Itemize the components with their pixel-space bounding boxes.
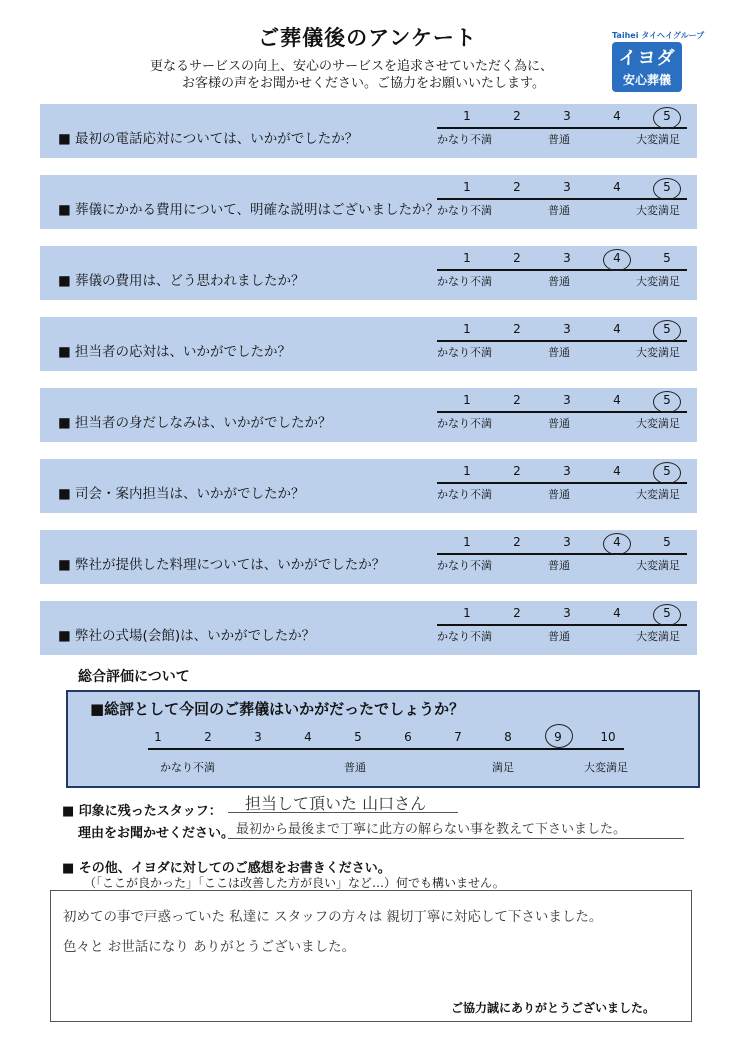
question-text: ■ 弊社の式場(会館)は、いかがでしたか？ (58, 628, 316, 644)
rating-option[interactable]: 4 (613, 606, 621, 620)
brand-group-label: Taihei タイヘイグループ (612, 31, 705, 40)
rating-option[interactable]: 5 (663, 109, 671, 123)
rating-option[interactable]: 1 (463, 535, 471, 549)
intro-line: お客様の声をお聞かせください。ご協力をお願いいたします。 (182, 76, 545, 91)
question-row (40, 246, 697, 300)
reason-underline (228, 838, 684, 839)
question-row (40, 175, 697, 229)
rating-option[interactable]: 3 (563, 535, 571, 549)
scale-line (437, 482, 687, 484)
overall-rating-option[interactable]: 10 (600, 730, 616, 744)
scale-label-mid: 普通 (548, 133, 570, 146)
comments-box (50, 890, 692, 1022)
comment-line: 初めての事で戸惑っていた 私達に スタッフの方々は 親切丁寧に対応して下さいました。 (63, 909, 603, 925)
overall-rating-option[interactable]: 6 (404, 730, 412, 744)
rating-option[interactable]: 5 (663, 180, 671, 194)
overall-scale-line (148, 748, 624, 750)
overall-answer-circle (545, 724, 573, 748)
intro-text (150, 58, 553, 92)
overall-rating-option[interactable]: 7 (454, 730, 462, 744)
rating-option[interactable]: 2 (513, 464, 521, 478)
scale-label-high: 大変満足 (636, 417, 680, 430)
answer-circle (653, 391, 681, 413)
question-row (40, 601, 697, 655)
overall-label-good: 満足 (492, 761, 514, 774)
staff-underline (228, 812, 458, 813)
company-logo (612, 42, 682, 92)
scale-label-mid: 普通 (548, 417, 570, 430)
overall-label-mid: 普通 (344, 761, 366, 774)
scale-label-mid: 普通 (548, 204, 570, 217)
rating-option[interactable]: 2 (513, 606, 521, 620)
comments-label: ■ その他、イヨダに対してのご感想をお書きください。 (62, 861, 391, 876)
scale-label-mid: 普通 (548, 275, 570, 288)
rating-option[interactable]: 1 (463, 464, 471, 478)
answer-circle (653, 178, 681, 200)
scale-label-mid: 普通 (548, 488, 570, 501)
answer-circle (603, 533, 631, 555)
footer-thanks: ご協力誠にありがとうございました。 (451, 1001, 656, 1015)
scale-label-high: 大変満足 (636, 346, 680, 359)
answer-circle (653, 320, 681, 342)
staff-label: ■ 印象に残ったスタッフ： (62, 804, 222, 819)
answer-circle (653, 462, 681, 484)
rating-option[interactable]: 3 (563, 251, 571, 265)
question-text: ■ 葬儀にかかる費用について、明確な説明はございましたか？ (58, 202, 440, 218)
scale-line (437, 553, 687, 555)
overall-rating-box (66, 690, 700, 788)
answer-circle (653, 107, 681, 129)
overall-label-high: 大変満足 (584, 761, 628, 774)
rating-option[interactable]: 4 (613, 180, 621, 194)
scale-line (437, 411, 687, 413)
rating-option[interactable]: 4 (613, 464, 621, 478)
question-text: ■ 最初の電話応対については、いかがでしたか？ (58, 131, 359, 147)
question-text: ■ 担当者の応対は、いかがでしたか？ (58, 344, 292, 360)
question-row (40, 104, 697, 158)
rating-option[interactable]: 2 (513, 109, 521, 123)
overall-rating-option[interactable]: 3 (254, 730, 262, 744)
page-title: ご葬儀後のアンケート (258, 26, 477, 50)
question-text: ■ 弊社が提供した料理については、いかがでしたか？ (58, 557, 386, 573)
rating-option[interactable]: 4 (613, 393, 621, 407)
answer-circle (603, 249, 631, 271)
overall-rating-option[interactable]: 8 (504, 730, 512, 744)
question-row (40, 317, 697, 371)
scale-label-mid: 普通 (548, 346, 570, 359)
rating-option[interactable]: 2 (513, 393, 521, 407)
rating-option[interactable]: 5 (663, 464, 671, 478)
rating-option[interactable]: 3 (563, 109, 571, 123)
scale-label-low: かなり不満 (437, 346, 492, 359)
rating-option[interactable]: 4 (613, 535, 621, 549)
rating-option[interactable]: 1 (463, 322, 471, 336)
question-text: ■ 司会・案内担当は、いかがでしたか？ (58, 486, 305, 502)
overall-rating-option[interactable]: 5 (354, 730, 362, 744)
rating-option[interactable]: 1 (463, 109, 471, 123)
answer-circle (653, 604, 681, 626)
scale-line (437, 269, 687, 271)
rating-option[interactable]: 4 (613, 109, 621, 123)
rating-option[interactable]: 2 (513, 251, 521, 265)
overall-rating-option[interactable]: 2 (204, 730, 212, 744)
scale-line (437, 340, 687, 342)
rating-option[interactable]: 2 (513, 180, 521, 194)
scale-label-low: かなり不満 (437, 559, 492, 572)
question-text: ■ 葬儀の費用は、どう思われましたか？ (58, 273, 305, 289)
scale-label-low: かなり不満 (437, 275, 492, 288)
overall-rating-option[interactable]: 9 (554, 730, 562, 744)
scale-line (437, 198, 687, 200)
scale-label-low: かなり不満 (437, 133, 492, 146)
rating-option[interactable]: 5 (663, 535, 671, 549)
scale-label-high: 大変満足 (636, 133, 680, 146)
scale-label-high: 大変満足 (636, 275, 680, 288)
scale-label-low: かなり不満 (437, 488, 492, 501)
rating-option[interactable]: 3 (563, 322, 571, 336)
logo-name: イヨダ (618, 48, 676, 69)
scale-label-mid: 普通 (548, 559, 570, 572)
reason-value: 最初から最後まで丁寧に此方の解らない事を教えて下さいました。 (236, 822, 627, 837)
scale-label-high: 大変満足 (636, 630, 680, 643)
comment-line: 色々と お世話になり ありがとうございました。 (63, 939, 356, 955)
rating-option[interactable]: 3 (563, 393, 571, 407)
question-row (40, 459, 697, 513)
scale-label-low: かなり不満 (437, 417, 492, 430)
rating-option[interactable]: 3 (563, 606, 571, 620)
rating-option[interactable]: 3 (563, 180, 571, 194)
rating-option[interactable]: 5 (663, 322, 671, 336)
staff-value: 担当して頂いた 山口さん (245, 794, 427, 813)
overall-question: ■総評として今回のご葬儀はいかがだったでしょうか？ (90, 700, 465, 718)
rating-option[interactable]: 5 (663, 251, 671, 265)
rating-option[interactable]: 2 (513, 322, 521, 336)
overall-label-low: かなり不満 (160, 761, 215, 774)
rating-option[interactable]: 4 (613, 322, 621, 336)
overall-rating-option[interactable]: 1 (154, 730, 162, 744)
scale-label-mid: 普通 (548, 630, 570, 643)
question-text: ■ 担当者の身だしなみは、いかがでしたか？ (58, 415, 332, 431)
question-row (40, 530, 697, 584)
overall-section-title: 総合評価について (78, 669, 190, 685)
rating-option[interactable]: 3 (563, 464, 571, 478)
logo-sub: 安心葬儀 (622, 73, 671, 87)
rating-option[interactable]: 5 (663, 393, 671, 407)
scale-label-low: かなり不満 (437, 630, 492, 643)
scale-label-low: かなり不満 (437, 204, 492, 217)
rating-option[interactable]: 1 (463, 393, 471, 407)
rating-option[interactable]: 4 (613, 251, 621, 265)
overall-rating-option[interactable]: 4 (304, 730, 312, 744)
scale-line (437, 127, 687, 129)
reason-label: 理由をお聞かせください。 (78, 826, 235, 841)
scale-label-high: 大変満足 (636, 559, 680, 572)
rating-option[interactable]: 2 (513, 535, 521, 549)
rating-option[interactable]: 1 (463, 180, 471, 194)
scale-label-high: 大変満足 (636, 204, 680, 217)
rating-option[interactable]: 1 (463, 251, 471, 265)
rating-option[interactable]: 1 (463, 606, 471, 620)
rating-option[interactable]: 5 (663, 606, 671, 620)
scale-line (437, 624, 687, 626)
comments-hint: （「ここが良かった」「ここは改善した方が良い」など…）何でも構いません。 (84, 876, 505, 890)
intro-line: 更なるサービスの向上、安心のサービスを追求させていただく為に、 (150, 59, 554, 74)
scale-label-high: 大変満足 (636, 488, 680, 501)
question-row (40, 388, 697, 442)
